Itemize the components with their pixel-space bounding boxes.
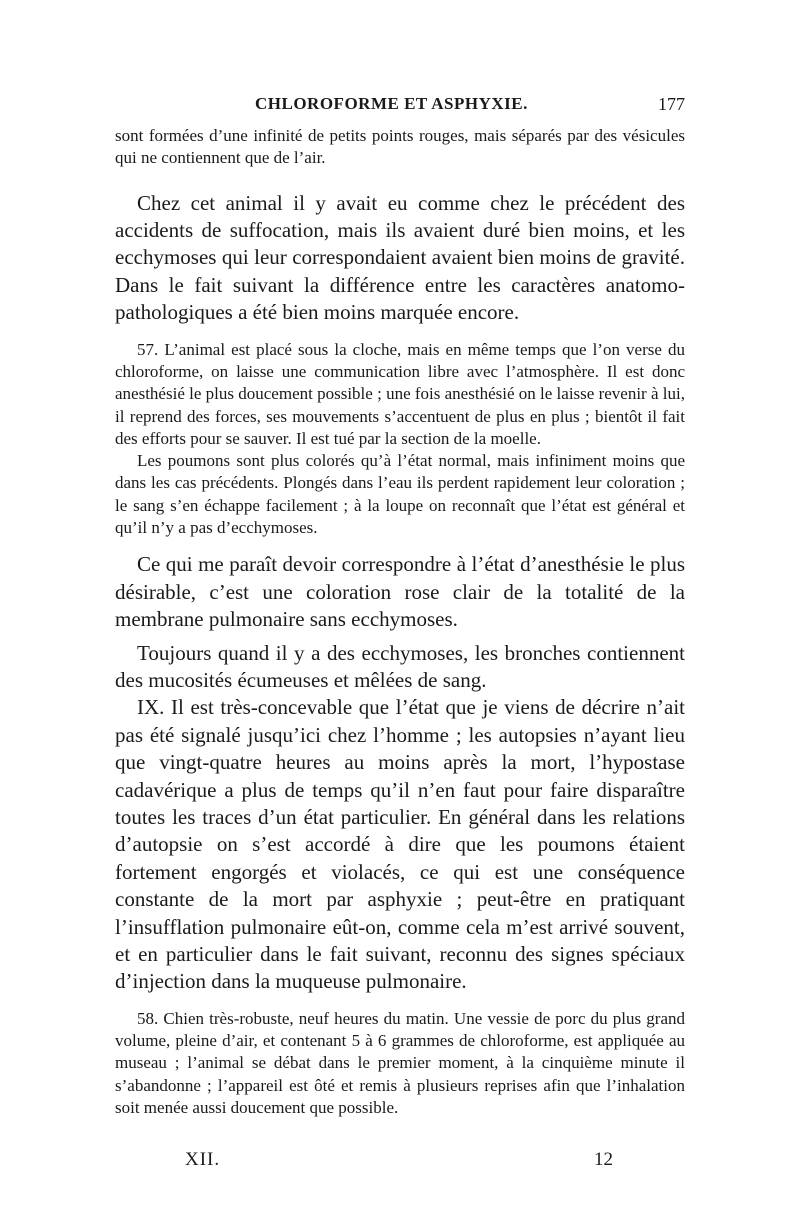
paragraph-commentary: Chez cet animal il y avait eu comme chez le précédent des accidents de suffocation, mais ils avaient duré bien moins, et les ecchymoses qui leur correspondaient avaient bien moins de gravité. Dans le fait suivant la différence entre les caractères anatomo-pathologiques a été bien moins marquée encore. [115, 190, 685, 325]
paragraph-lungs: Les poumons sont plus colorés qu’à l’état normal, mais infiniment moins que dans les cas précédents. Plongés dans l’eau ils perdent rapidement leur coloration ; le sang s’en échappe facilement ; à la loupe on reconnaît que l’état est général et qu’il n’y a pas d’ecchymoses. [115, 451, 685, 537]
page-header [115, 94, 685, 120]
paragraph-anesthesia: Ce qui me paraît devoir correspondre à l’état d’anesthésie le plus désirable, c’est une coloration rose clair de la totalité de la membrane pulmonaire sans ecchymoses. [115, 552, 685, 632]
paragraph-bronches: Toujours quand il y a des ecchymoses, les bronches contiennent des mucosités écumeuses et mêlées de sang. [115, 640, 685, 692]
signature-mark: XII. [185, 1149, 221, 1170]
running-title: CHLOROFORME ET ASPHYXIE. [255, 94, 528, 113]
paragraph-experiment-57: 57. L’animal est placé sous la cloche, mais en même temps que l’on verse du chloroforme, on laisse une communication libre avec l’atmosphère. Il est donc anesthésié le plus doucement possible ; une fois anesthésié on le laisse revenir à lui, il reprend des forces, ses mouvements s’accentuent de plus en plus ; bientôt il fait des efforts pour se sauver. Il est tué par la section de la moelle. [115, 339, 685, 448]
paragraph-experiment-58: 58. Chien très-robuste, neuf heures du matin. Une vessie de porc du plus grand volume, pleine d’air, et contenant 5 à 6 grammes de chloroforme, est appliquée au museau ; l’animal se débat dans le premier moment, à la cinquième minute il s’abandonne ; l’appareil est ôté et remis à plusieurs reprises afin que l’inhalation soit menée aussi doucement que possible. [115, 1008, 685, 1117]
page-body [115, 125, 685, 1119]
paragraph-continuation: sont formées d’une infinité de petits points rouges, mais séparés par des vésicules qui ne contiennent que de l’air. [115, 126, 685, 168]
page-number: 177 [658, 94, 685, 114]
paragraph-section-ix: IX. Il est très-concevable que l’état que je viens de décrire n’ait pas été signalé jusqu’ici chez l’homme ; les autopsies n’ayant lieu que vingt-quatre heures au moins après la mort, l’hypostase cadavérique a plus de temps qu’il n’en faut pour faire disparaître toutes les traces d’un état particulier. En général dans les relations d’autopsie on s’est accordé à dire que les poumons étaient fortement engorgés et violacés, ce qui est une conséquence constante de la mort par asphyxie ; peut-être en pratiquant l’insufflation pulmonaire eût-on, comme cela m’est arrivé souvent, et en particulier dans le fait suivant, reconnu des signes spéciaux d’injection dans la muqueuse pulmonaire. [115, 695, 685, 994]
sheet-number: 12 [594, 1149, 613, 1170]
